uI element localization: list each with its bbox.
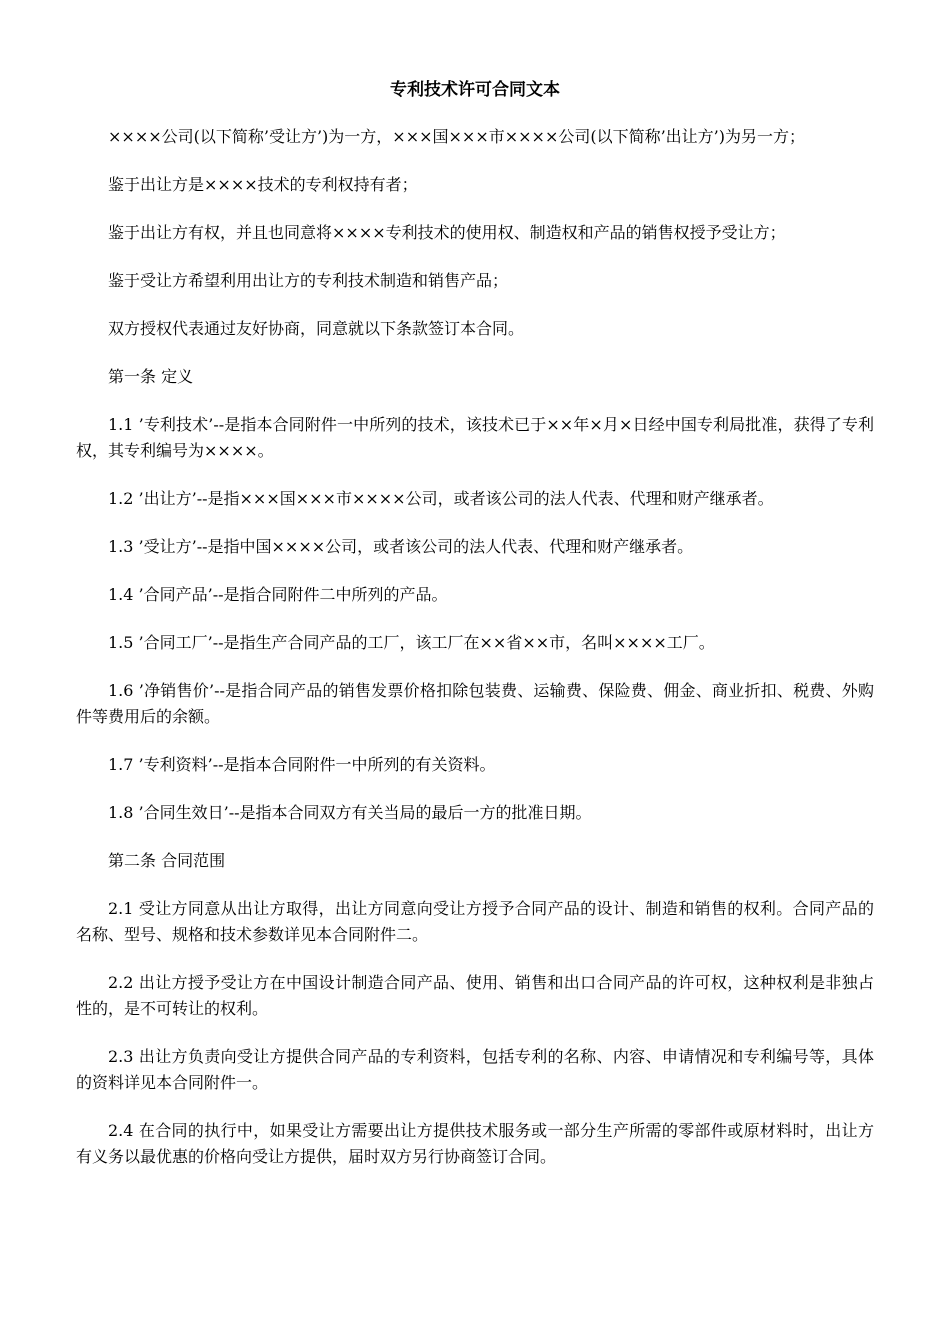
- clause-1-3: 1.3 ’受让方’--是指中国××××公司，或者该公司的法人代表、代理和财产继承者。: [108, 537, 694, 556]
- paragraph-whereas-licensee-intent: 鉴于受让方希望利用出让方的专利技术制造和销售产品；: [108, 271, 509, 290]
- document-body: [76, 124, 874, 1192]
- clause-1-7: 1.7 ’专利资料’--是指本合同附件一中所列的有关资料。: [108, 755, 496, 774]
- paragraph-agreement: 双方授权代表通过友好协商，同意就以下条款签订本合同。: [108, 319, 525, 338]
- paragraph-whereas-grant: 鉴于出让方有权，并且也同意将××××专利技术的使用权、制造权和产品的销售权授予受让方；: [108, 223, 786, 242]
- paragraph-whereas-patent-holder: 鉴于出让方是××××技术的专利权持有者；: [108, 175, 418, 194]
- clause-2-3: 2.3 出让方负责向受让方提供合同产品的专利资料，包括专利的名称、内容、申请情况和专利编号等，具体的资料详见本合同附件一。: [76, 1047, 874, 1092]
- clause-1-8: 1.8 ’合同生效日’--是指本合同双方有关当局的最后一方的批准日期。: [108, 803, 592, 822]
- clause-1-2: 1.2 ’出让方’--是指×××国×××市××××公司，或者该公司的法人代表、代理和财产继承者。: [108, 489, 774, 508]
- article-1-heading: 第一条 定义: [108, 367, 194, 386]
- clause-1-4: 1.4 ’合同产品’--是指合同附件二中所列的产品。: [108, 585, 448, 604]
- document-title: 专利技术许可合同文本: [390, 80, 560, 100]
- clause-1-5: 1.5 ’合同工厂’--是指生产合同产品的工厂，该工厂在××省××市，名叫××××工厂。: [108, 633, 715, 652]
- clause-1-6: 1.6 ’净销售价’--是指合同产品的销售发票价格扣除包装费、运输费、保险费、佣金、商业折扣、税费、外购件等费用后的余额。: [76, 681, 874, 726]
- clause-1-1: 1.1 ’专利技术’--是指本合同附件一中所列的技术，该技术已于××年×月×日经中国专利局批准，获得了专利权，其专利编号为××××。: [76, 415, 874, 460]
- clause-2-1: 2.1 受让方同意从出让方取得，出让方同意向受让方授予合同产品的设计、制造和销售的权利。合同产品的名称、型号、规格和技术参数详见本合同附件二。: [76, 899, 874, 944]
- paragraph-intro-parties: ××××公司(以下简称’受让方’)为一方，×××国×××市××××公司(以下简称’出让方’)为另一方；: [108, 127, 806, 146]
- clause-2-4: 2.4 在合同的执行中，如果受让方需要出让方提供技术服务或一部分生产所需的零部件或原材料时，出让方有义务以最优惠的价格向受让方提供，届时双方另行协商签订合同。: [76, 1121, 874, 1166]
- clause-2-2: 2.2 出让方授予受让方在中国设计制造合同产品、使用、销售和出口合同产品的许可权，这种权利是非独占性的，是不可转让的权利。: [76, 973, 874, 1018]
- article-2-heading: 第二条 合同范围: [108, 851, 226, 870]
